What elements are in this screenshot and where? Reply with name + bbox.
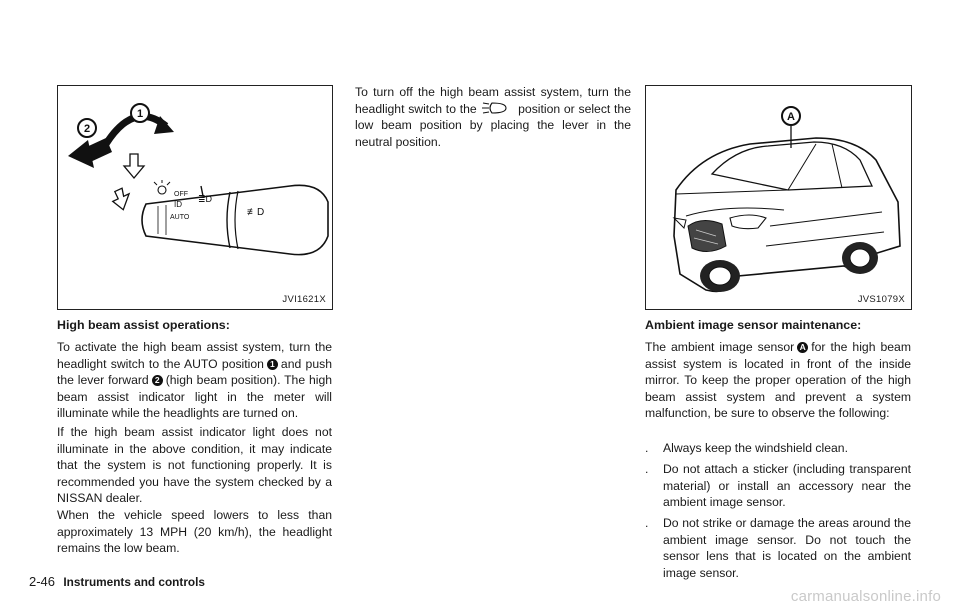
- paragraph-sensor: [645, 339, 911, 422]
- page-number: 2-46: [29, 574, 56, 589]
- paragraph-activate: [57, 339, 332, 422]
- paragraph-indicator: If the high beam assist indicator light does not illuminate in the above condition, it may indicate that the system is not functioning properly. It is recommended you have the system checked by a NISSAN dealer.: [57, 425, 332, 506]
- watermark: carmanualsonline.info: [790, 588, 941, 605]
- paragraph-text: (high beam position). The high beam assist indicator light in the meter will illuminate while the headlights are turned on.: [57, 373, 332, 421]
- marker-a: A: [797, 342, 808, 353]
- svg-text:≣D: ≣D: [198, 194, 213, 204]
- paragraph-text: The ambient image sensor: [645, 340, 795, 354]
- parking-light-icon: [480, 102, 514, 114]
- paragraph-text: To turn off the high beam assist system, turn the headlight switch to the: [355, 85, 631, 116]
- paragraph-text: for the high beam assist system is located in front of the inside mirror. To keep the proper operation of the high beam assist system and prevent a system malfunction, be sure to observe the following:: [645, 340, 911, 421]
- bullet-text: Do not attach a sticker (including transparent material) or install an accessory near the ambient image sensor.: [663, 462, 911, 510]
- bullet-icon: .: [645, 462, 649, 476]
- svg-text:≢D: ≢D: [247, 207, 265, 218]
- figure-code: JVS1079X: [857, 294, 905, 305]
- callout-a-text: A: [787, 111, 795, 123]
- figure-headlight-lever: [57, 85, 333, 310]
- figure-vehicle-sensor: [645, 85, 912, 310]
- vehicle-illustration: [646, 86, 911, 309]
- paragraph-speed: When the vehicle speed lowers to less than approximately 13 MPH (20 km/h), the headlight remains the low beam.: [57, 508, 332, 556]
- section-heading: High beam assist operations:: [57, 318, 230, 332]
- callout-1-text: 1: [136, 108, 144, 120]
- bullet-text: Always keep the windshield clean.: [663, 441, 848, 455]
- headlight-lever-illustration: [58, 86, 332, 309]
- bullet-icon: .: [645, 441, 649, 455]
- figure-code: JVI1621X: [282, 294, 326, 305]
- switch-auto-label: AUTO: [170, 214, 190, 221]
- paragraph-text: To activate the high beam assist system, turn the headlight switch to the AUTO position: [57, 340, 332, 371]
- paragraph-text: position or select the low beam position by placing the lever in the neutral position.: [355, 101, 631, 149]
- marker-1: 1: [267, 359, 278, 370]
- marker-2: 2: [152, 375, 163, 386]
- section-heading: Ambient image sensor maintenance:: [645, 318, 862, 332]
- page-footer: [29, 574, 205, 589]
- svg-text:OFF: OFF: [174, 191, 188, 198]
- bullet-icon: .: [645, 516, 649, 530]
- bullet-text: Do not strike or damage the areas around the ambient image sensor. Do not touch the sensor lens that is located on the ambient image sensor.: [663, 516, 911, 580]
- paragraph-turn-off: [355, 84, 631, 150]
- svg-text:ID: ID: [174, 200, 182, 209]
- paragraph-text: and push the lever forward: [57, 356, 332, 388]
- callout-2-text: 2: [83, 123, 91, 135]
- section-name: Instruments and controls: [63, 575, 205, 589]
